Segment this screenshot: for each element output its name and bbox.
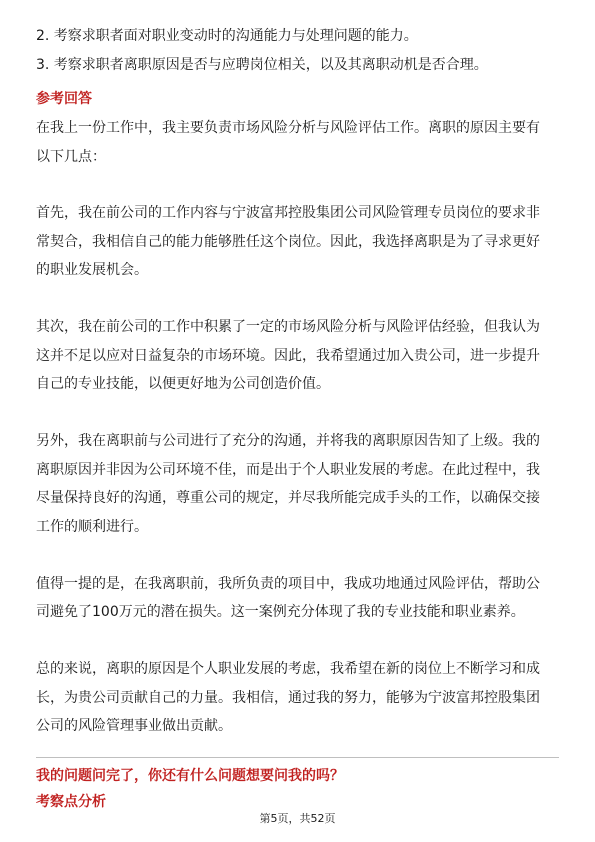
- paragraph-line: 另外，我在离职前与公司进行了充分的沟通，并将我的离职原因告知了上级。我的: [36, 433, 540, 449]
- page-number-footer: 第5页，共52页: [259, 812, 336, 825]
- paragraph-line: 的职业发展机会。: [36, 262, 148, 278]
- analysis-heading: 考察点分析: [36, 794, 106, 810]
- reference-heading: 参考回答: [36, 91, 92, 107]
- paragraph-line: 长，为贵公司贡献自己的力量。我相信，通过我的努力，能够为宁波富邦控股集团: [36, 690, 540, 706]
- paragraph-line: 离职原因并非因为公司环境不佳，而是出于个人职业发展的考虑。在此过程中，我: [36, 462, 540, 478]
- paragraph-line: 工作的顺利进行。: [36, 519, 148, 535]
- paragraph-line: 其次，我在前公司的工作中积累了一定的市场风险分析与风险评估经验，但我认为: [36, 319, 540, 335]
- paragraph-line: 以下几点：: [36, 149, 106, 165]
- paragraph-line: 公司的风险管理事业做出贡献。: [36, 718, 232, 734]
- paragraph-line: 总的来说，离职的原因是个人职业发展的考虑，我希望在新的岗位上不断学习和成: [36, 661, 540, 677]
- criteria-item: 3. 考察求职者离职原因是否与应聘岗位相关，以及其离职动机是否合理。: [36, 57, 488, 73]
- question-heading: 我的问题问完了，你还有什么问题想要问我的吗？: [36, 768, 344, 784]
- paragraph-line: 尽量保持良好的沟通，尊重公司的规定，并尽我所能完成手头的工作，以确保交接: [36, 490, 540, 506]
- paragraph-line: 这并不足以应对日益复杂的市场环境。因此，我希望通过加入贵公司，进一步提升: [36, 348, 540, 364]
- paragraph-line: 司避免了100万元的潜在损失。这一案例充分体现了我的专业技能和职业素养。: [36, 604, 525, 620]
- paragraph-line: 自己的专业技能，以便更好地为公司创造价值。: [36, 376, 330, 392]
- paragraph-line: 首先，我在前公司的工作内容与宁波富邦控股集团公司风险管理专员岗位的要求非: [36, 205, 540, 221]
- section-divider: [36, 757, 559, 758]
- criteria-item: 2. 考察求职者面对职业变动时的沟通能力与处理问题的能力。: [36, 28, 418, 44]
- paragraph-line: 常契合，我相信自己的能力能够胜任这个岗位。因此，我选择离职是为了寻求更好: [36, 234, 540, 250]
- paragraph-line: 值得一提的是，在我离职前，我所负责的项目中，我成功地通过风险评估，帮助公: [36, 576, 540, 592]
- paragraph-line: 在我上一份工作中，我主要负责市场风险分析与风险评估工作。离职的原因主要有: [36, 120, 540, 136]
